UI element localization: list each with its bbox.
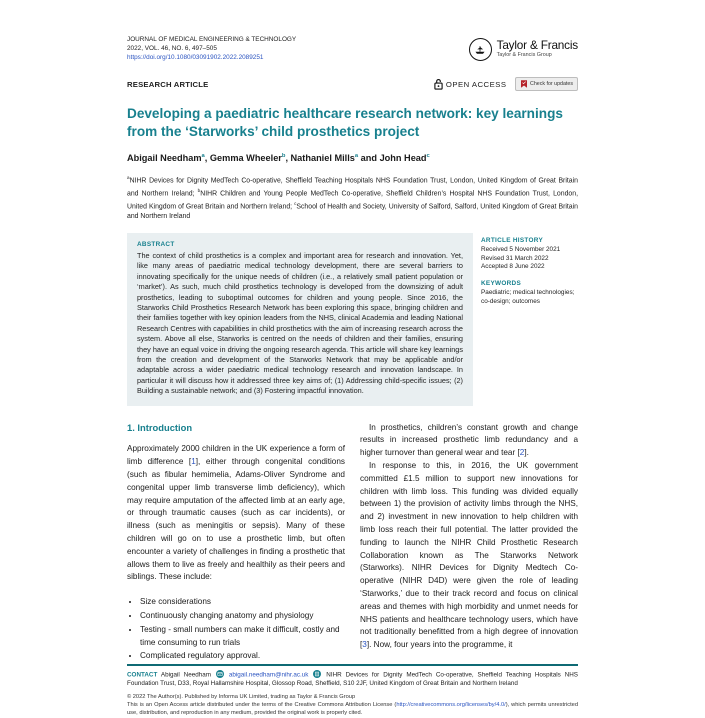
reference-link[interactable]: 1 <box>191 457 196 467</box>
abstract-box <box>127 233 473 406</box>
author-affiliation-mark: c <box>426 153 430 160</box>
author-affiliation-mark: a <box>201 153 205 160</box>
contact-block <box>127 670 578 689</box>
hyperlink[interactable]: http://creativecommons.org/licenses/by/4.0/ <box>396 702 506 709</box>
abstract-heading: ABSTRACT <box>137 240 175 248</box>
list-item: • Size considerations <box>140 596 345 609</box>
reference-link[interactable]: 3 <box>362 640 367 650</box>
journal-volume-info: 2022, VOL. 46, NO. 6, 497–505 <box>127 44 217 52</box>
list-item: • Complicated regulatory approval. <box>140 650 345 663</box>
author: Abigail Needham$^a$, <box>127 153 210 164</box>
author: John Head$^c$ <box>379 153 430 164</box>
page-footer <box>127 664 578 718</box>
author: Gemma Wheeler$^b$, <box>209 153 291 164</box>
contact-name: Abigail Needham <box>160 671 212 678</box>
journal-name: JOURNAL OF MEDICAL ENGINEERING & TECHNOLOGY <box>127 36 297 43</box>
doi-link[interactable]: https://doi.org/10.1080/03091902.2022.2089251 <box>127 53 264 61</box>
body-paragraph: In prosthetics, children’s constant growth and change results in increased prosthetic limb redundancy and a higher turnover than general wear and tear [2]. <box>360 422 578 458</box>
author-affiliation-mark: a <box>354 153 359 160</box>
abstract-text: The context of child prosthetics is a complex and important area for research and innovation. Yet, like many areas of paediatric medical technology development, there are several barriers to innovating specifically for the unique needs of children (i.e., a relatively small patient population or ‘market’). As such, much child prosthetics technology is developed from the downsizing of adult prosthetics, leading to suboptimal outcomes for children and young people. Since 2016, the Starworks Child Prosthetics Research Network has been exploring this space, bringing children and their families together with key opinion leaders from the NHS, clinical Academia and leading National Research Centres with capabilities in child prosthetics with the aim of increasing research across the system. Above all else, Starworks is centred on the needs of children and their families, ensuring they have an equal voice in driving the ongoing research agenda. This article will share key learnings from the creation and development of the Starworks Network that may be applicable and/or adaptable across a wider paediatric medical technology research and innovation landscape. In particular it will discuss how it addressed three key aims of; (1) Addressing child-specific issues; (2) Building a sustainable network; and (3) Fostering impactful innovation. <box>137 250 463 396</box>
address-icon <box>313 670 321 678</box>
author: Nathaniel Mills$^a$ and <box>290 153 380 164</box>
license-line: This is an Open Access article distributed under the terms of the Creative Commons Attribution License (http://creativecommons.org/licenses/by/4.0/), which permits unrestricted use, distribution, and reproduction in any medium, provided the original work is properly cited. <box>127 702 578 716</box>
body-paragraph: In response to this, in 2016, the UK government committed £1.5 million to support new innovations for children with limb loss. This funding was divided equally between 1) the provision of activity limbs through the NHS, and 2) investment in new innovation to help children with limb loss reach their full potential. The latter provided the funding to launch the NIHR Child Prosthetic Research Collaboration known as The Starworks Network (Starworks). NIHR Devices for Dignity Medtech Co-operative (NIHR D4D) were given the role of leading ‘Starworks,’ due to their track record and focus on clinical areas and themes with high morbidity and unmet needs for NHS patients and healthcare technology users, which have not traditionally benefitted from a high degree of innovation [3]. Now, four years into the programme, it <box>360 461 578 650</box>
right-column <box>360 422 578 665</box>
article-type-row <box>127 77 578 91</box>
left-column <box>127 422 345 665</box>
list-item: • Testing - small numbers can make it difficult, costly and time consuming to run trials <box>140 624 345 650</box>
publisher-name-block <box>497 40 578 59</box>
keywords-heading: KEYWORDS <box>481 280 522 288</box>
history-accepted: Accepted 8 June 2022 <box>481 263 545 271</box>
check-for-updates-button[interactable] <box>515 77 579 91</box>
author-list <box>127 153 578 163</box>
abstract-section <box>127 233 578 406</box>
taylor-francis-ship-icon <box>469 38 492 61</box>
email-icon <box>216 670 224 678</box>
copyright-line: © 2022 The Author(s). Published by Informa UK Limited, trading as Taylor & Francis Group <box>127 693 356 700</box>
open-access-label: OPEN ACCESS <box>445 79 507 89</box>
footer-divider <box>127 664 578 665</box>
check-for-updates-label: Check for updates <box>530 81 573 88</box>
masthead <box>127 36 578 62</box>
publisher-group: Taylor & Francis Group <box>496 52 552 59</box>
contact-email-link[interactable]: abigail.needham@nihr.ac.uk <box>228 671 309 678</box>
author-affiliation-mark: b <box>281 153 286 160</box>
open-access-badge <box>434 78 507 90</box>
contact-label: CONTACT <box>127 671 158 678</box>
history-revised: Revised 31 March 2022 <box>481 254 549 262</box>
reference-link[interactable]: 2 <box>519 448 525 458</box>
article-title: Developing a paediatric healthcare research network: key learnings from the ‘Starworks’ child prosthetics project <box>127 106 563 139</box>
article-body <box>127 422 578 665</box>
affiliation: School of Health and Society, University of Salford, Salford, United Kingdom of Great Britain and Northern Ireland <box>127 203 579 220</box>
open-access-lock-icon <box>434 78 443 90</box>
keywords-list: Paediatric; medical technologies; co-design; outcomes <box>481 288 575 305</box>
journal-meta <box>127 36 296 62</box>
article-history-heading: ARTICLE HISTORY <box>481 236 544 244</box>
article-info-sidebar <box>481 233 578 406</box>
article-type-label: RESEARCH ARTICLE <box>127 79 209 89</box>
section-heading-introduction: 1. Introduction <box>127 421 193 433</box>
contact-address: NIHR Devices for Dignity MedTech Co-operative, Sheffield Teaching Hospitals NHS Foundation Trust, D33, Royal Hallamshire Hospital, Glossop Road, Sheffield, S10 2JF, United Kingdom of Great Britain and Northern Ireland <box>127 671 578 687</box>
affiliation: NIHR Devices for Dignity MedTech Co-operative, Sheffield Teaching Hospitals NHS Foundation Trust, London, United Kingdom of Great Britain and Northern Ireland; <box>127 177 578 198</box>
intro-paragraph: Approximately 2000 children in the UK experience a form of limb difference [1], either through congenital conditions (such as fibular hemimelia, Adams-Oliver Syndrome and congenital upper limb transverse limb deficiency), which may require amputation of the affected limb at an early age, or through traumatic causes (such as car incidents), or illness (such as meningitis or sepsis). Many of these children will go on to use a prosthetic limb, but often encounter a variety of challenges in finding a prosthetic that allows them to live as freely and healthily as their peers and siblings. These include: <box>127 444 345 582</box>
header-badges <box>434 77 578 91</box>
challenges-list <box>127 596 345 663</box>
affiliation: NIHR Children and Young People MedTech Co-operative, Sheffield Children’s Hospital NHS Foundation Trust, London, United Kingdom of Great Britain and Northern Ireland; <box>127 190 578 211</box>
affiliations: $^a$NIHR Devices for Dignity MedTech Co-operative, Sheffield Teaching Hospitals NHS Foundation Trust, London, United Kingdom of Great Britain and Northern Ireland; $^b$NIHR Children and Young People MedTech Co-operative, Sheffield Children’s Hospital NHS Foundation Trust, London, United Kingdom of Great Britain and Northern Ireland; $^c$School of Health and Society, University of Salford, Salford, United Kingdom of Great Britain and Northern Ireland <box>127 175 579 220</box>
crossmark-icon <box>521 80 527 88</box>
list-item: • Continuously changing anatomy and physiology <box>140 610 345 623</box>
publisher-name: Taylor & Francis <box>496 38 578 53</box>
history-received: Received 5 November 2021 <box>481 245 561 253</box>
publisher-logo <box>469 38 578 61</box>
